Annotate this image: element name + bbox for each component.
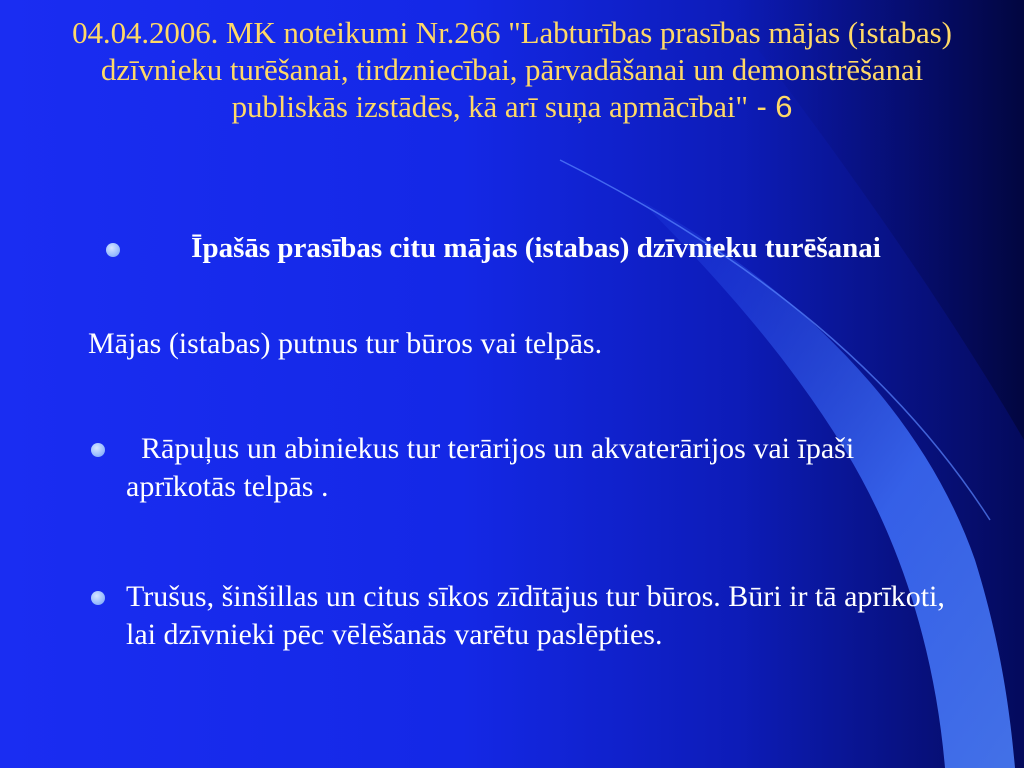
bullet-icon (91, 443, 105, 457)
bullet-icon (91, 591, 105, 605)
bullet-icon (106, 243, 120, 257)
slide-title (60, 14, 964, 125)
slide-title-text: 04.04.2006. MK noteikumi Nr.266 "Labturības prasības mājas (istabas) dzīvnieku turēšanai, tirdzniecībai, pārvadāšanai un demonstrēšanai publiskās izstādēs, kā arī suņa apmācībai" (72, 15, 952, 124)
bullet-item: Rāpuļus un abiniekus tur terārijos un akvaterārijos vai īpaši aprīkotās telpās . (126, 432, 862, 503)
slide-title-suffix: - 6 (747, 89, 793, 124)
body-paragraph: Mājas (istabas) putnus tur būros vai telpās. (88, 327, 603, 360)
bullet-item: Trušus, šinšillas un citus sīkos zīdītājus tur būros. Būri ir tā aprīkoti, lai dzīvnieki pēc vēlēšanās varētu paslēpties. (126, 580, 945, 651)
section-heading: Īpašās prasības citu mājas (istabas) dzīvnieku turēšanai (191, 232, 881, 264)
